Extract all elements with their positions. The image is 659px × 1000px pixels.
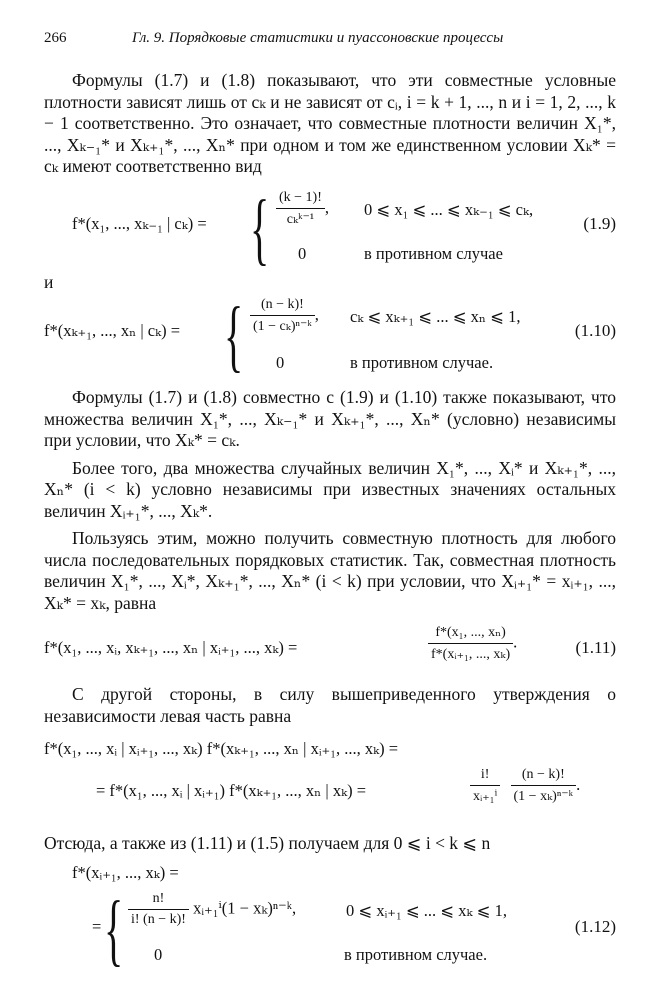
eqprod-fractions — [470, 767, 580, 805]
paragraph-6: Отсюда, а также из (1.11) и (1.5) получаем для 0 ⩽ i < k ⩽ n — [44, 833, 491, 853]
eq110-condition: cₖ ⩽ xₖ₊₁ ⩽ ... ⩽ xₙ ⩽ 1, — [350, 307, 521, 326]
equation-1-11 — [44, 624, 616, 674]
eq19-case1: $\frac{(k - 1)!}{\text{cₖᵏ⁻¹}}$ , — [276, 190, 329, 228]
eq111-number: (1.11) — [575, 638, 616, 657]
eqprod-line1: f*(x₁, ..., xᵢ | xᵢ₊₁, ..., xₖ) f*(xₖ₊₁, ..., xₙ | xᵢ₊₁, ..., xₖ) = — [44, 739, 399, 758]
eq111-frac-den: f*(xᵢ₊₁, ..., xₖ) — [431, 647, 511, 662]
eq111-dot: . — [513, 632, 518, 652]
eq112-eq-sign: = — [92, 916, 102, 936]
eq110-otherwise: в противном случае. — [350, 353, 494, 372]
and-word: и — [44, 271, 54, 292]
eq110-frac-num: (n − k)! — [250, 297, 315, 316]
eq112-zero: 0 — [154, 944, 163, 964]
eq112-number: (1.12) — [574, 916, 616, 936]
equation-1-9 — [44, 184, 616, 273]
eqprod-frac1 — [470, 767, 500, 805]
paragraph-2: Формулы (1.7) и (1.8) совместно с (1.9) и (1.10) также показывают, что множества величин X₁*, ..., Xₖ₋₁* и Xₖ₊₁*, ..., Xₙ* (условно) независимы при условии, что Xₖ* = cₖ. — [44, 387, 616, 450]
eq111-rhs — [428, 624, 517, 663]
eqprod-f1-den: xᵢ₊₁ⁱ — [473, 789, 498, 804]
eq19-fraction — [276, 190, 325, 228]
eq19-frac-num: (k − 1)! — [276, 190, 325, 209]
eqprod-f1-num: i! — [470, 767, 500, 786]
eq19-zero: 0 — [298, 243, 307, 263]
eq110-lhs: f*(xₖ₊₁, ..., xₙ | cₖ) = — [44, 321, 181, 340]
eq19-number: (1.9) — [583, 213, 616, 233]
eq112-case1 — [128, 891, 296, 928]
eqprod-line2: = f*(x₁, ..., xᵢ | xᵢ₊₁) f*(xₖ₊₁, ..., xₙ | xₖ) = — [96, 781, 367, 800]
running-title: Гл. 9. Порядковые статистики и пуассоновские процессы — [132, 30, 504, 46]
eq112-frac-num: n! — [128, 891, 189, 910]
eq111-frac-num: f*(x₁, ..., xₙ) — [428, 624, 513, 644]
paragraph-5: С другой стороны, в силу вышеприведенного утверждения о независимости левая часть равна — [44, 684, 616, 726]
left-brace: { — [250, 184, 270, 273]
page-header — [44, 30, 616, 56]
eq112-expr: xᵢ₊₁ⁱ(1 − xₖ)ⁿ⁻ᵏ, — [193, 897, 297, 917]
paragraph-4: Пользуясь этим, можно получить совместную плотность для любого числа последовательных порядковых статистик. Так, совместная плотность величин X₁*, ..., Xᵢ*, Xₖ₊₁*, ..., Xₙ* (i < k) при условии, что Xᵢ₊₁* = xᵢ₊₁, ..., Xₖ* = xₖ, равна — [44, 528, 616, 613]
eq110-number: (1.10) — [574, 321, 616, 340]
equation-product — [44, 737, 616, 819]
eq112-condition: 0 ⩽ xᵢ₊₁ ⩽ ... ⩽ xₖ ⩽ 1, — [346, 900, 507, 920]
eqprod-frac2 — [511, 767, 577, 805]
eq110-frac-den: (1 − cₖ)ⁿ⁻ᵏ — [253, 319, 312, 334]
eq19-otherwise: в противном случае — [364, 243, 503, 263]
eq111-lhs: f*(x₁, ..., xᵢ, xₖ₊₁, ..., xₙ | xᵢ₊₁, ..., xₖ) = — [44, 638, 298, 657]
paragraph-1: Формулы (1.7) и (1.8) показывают, что эти совместные условные плотности зависят лишь от cₖ и не зависят от cᵢ, i = k + 1, ..., n и i = 1, 2, ..., k − 1 соответственно. Это означает, что совместные плотности величин X₁*, ..., Xₖ₋₁* и Xₖ₊₁*, ..., Xₙ* при одном и том же единственном условии Xₖ* = cₖ имеют соответственно вид — [44, 70, 616, 176]
eqprod-f2-num: (n − k)! — [511, 767, 577, 786]
left-brace: { — [104, 885, 124, 974]
eq110-fraction — [250, 297, 315, 335]
eqprod-f2-den: (1 − xₖ)ⁿ⁻ᵏ — [513, 789, 574, 804]
paragraph-3: Более того, два множества случайных величин X₁*, ..., Xᵢ* и Xₖ₊₁*, ..., Xₙ* (i < k) условно независимы при известных значениях остальных величин Xᵢ₊₁*, ..., Xₖ*. — [44, 457, 616, 521]
page-number: 266 — [44, 30, 67, 46]
eq110-case1: $\frac{(n - k)!}{\text{(1 − cₖ)ⁿ⁻ᵏ}}$ , — [250, 297, 319, 335]
eq112-fraction — [128, 891, 189, 928]
eqprod-dot: . — [576, 774, 581, 794]
page — [44, 30, 616, 973]
eq19-lhs: f*(x₁, ..., xₖ₋₁ | cₖ) = — [72, 213, 207, 233]
eq19-frac-den: cₖᵏ⁻¹ — [286, 211, 315, 227]
left-brace: { — [224, 292, 244, 380]
eq111-fraction — [428, 624, 513, 663]
eq19-condition: 0 ⩽ x₁ ⩽ ... ⩽ xₖ₋₁ ⩽ cₖ, — [364, 199, 534, 219]
equation-1-12 — [44, 863, 616, 973]
eq112-otherwise: в противном случае. — [344, 944, 488, 964]
equation-1-10 — [44, 292, 616, 380]
eq110-zero: 0 — [276, 353, 285, 372]
eq112-lhs: f*(xᵢ₊₁, ..., xₖ) = — [72, 862, 179, 882]
eq112-frac-den: i! (n − k)! — [131, 911, 186, 927]
